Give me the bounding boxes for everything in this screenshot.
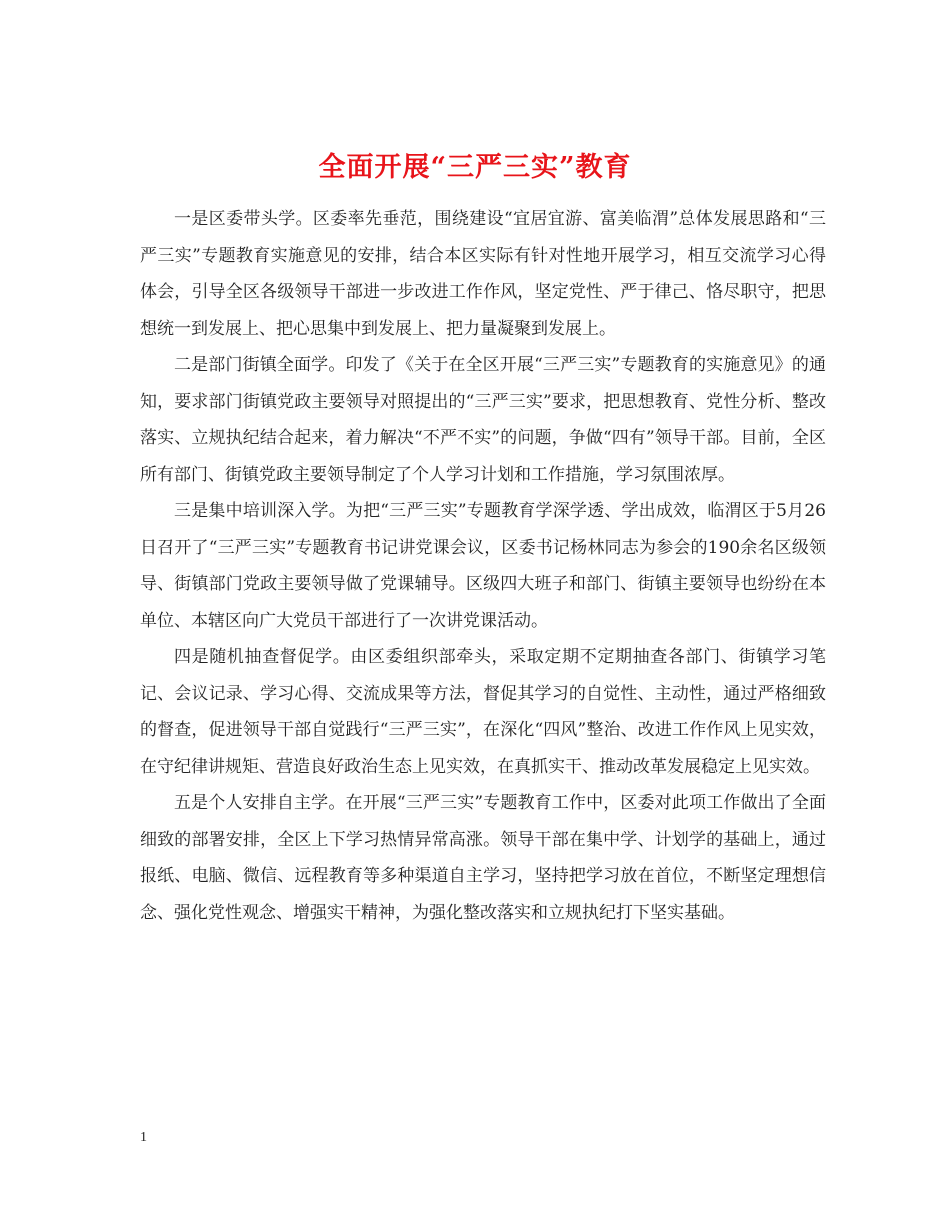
- paragraph-2: 二是部门街镇全面学。印发了《关于在全区开展“三严三实”专题教育的实施意见》的通知，要求部门街镇党政主要领导对照提出的“三严三实”要求，把思想教育、党性分析、整改落实、立规执纪结合起来，着力解决“不严不实”的问题，争做“四有”领导干部。目前，全区所有部门、街镇党政主要领导制定了个人学习计划和工作措施，学习氛围浓厚。: [140, 355, 826, 485]
- document-title: 全面开展“三严三实”教育: [318, 152, 632, 184]
- document-body: [140, 201, 826, 931]
- paragraph-3: 三是集中培训深入学。为把“三严三实”专题教育学深学透、学出成效，临渭区于5月26日召开了“三严三实”专题教育书记讲党课会议，区委书记杨林同志为参会的190余名区级领导、街镇部门党政主要领导做了党课辅导。区级四大班子和部门、街镇主要领导也纷纷在本单位、本辖区向广大党员干部进行了一次讲党课活动。: [140, 501, 826, 631]
- paragraph-4: 四是随机抽查督促学。由区委组织部牵头，采取定期不定期抽查各部门、街镇学习笔记、会议记录、学习心得、交流成果等方法，督促其学习的自觉性、主动性，通过严格细致的督查，促进领导干部自觉践行“三严三实”，在深化“四风”整治、改进工作作风上见实效，在守纪律讲规矩、营造良好政治生态上见实效，在真抓实干、推动改革发展稳定上见实效。: [140, 647, 826, 777]
- page-number: 1: [140, 1130, 147, 1145]
- paragraph-5: 五是个人安排自主学。在开展“三严三实”专题教育工作中，区委对此项工作做出了全面细致的部署安排，全区上下学习热情异常高涨。领导干部在集中学、计划学的基础上，通过报纸、电脑、微信、远程教育等多种渠道自主学习，坚持把学习放在首位，不断坚定理想信念、强化党性观念、增强实干精神，为强化整改落实和立规执纪打下坚实基础。: [140, 793, 826, 923]
- paragraph-1: 一是区委带头学。区委率先垂范，围绕建设“宜居宜游、富美临渭”总体发展思路和“三严三实”专题教育实施意见的安排，结合本区实际有针对性地开展学习，相互交流学习心得体会，引导全区各级领导干部进一步改进工作作风，坚定党性、严于律己、恪尽职守，把思想统一到发展上、把心思集中到发展上、把力量凝聚到发展上。: [140, 209, 826, 339]
